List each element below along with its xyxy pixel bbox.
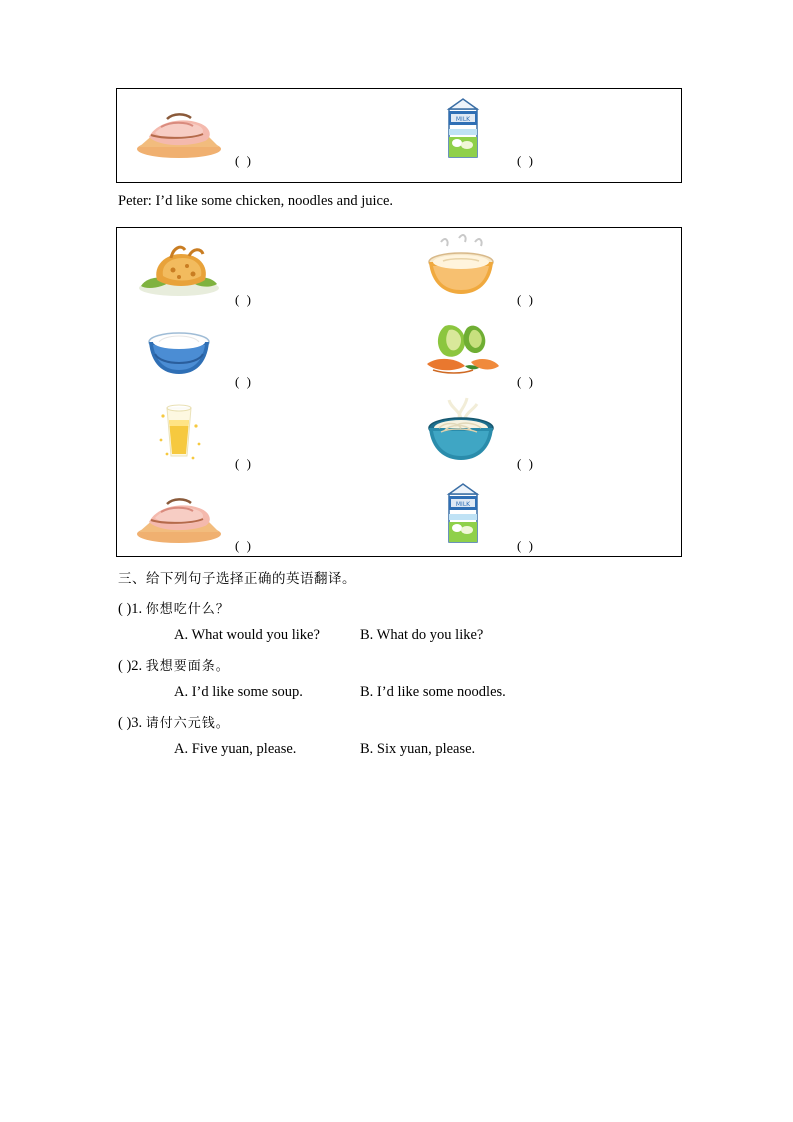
noodles-bowl-icon: [415, 396, 511, 468]
picture-cell: [399, 392, 681, 474]
milk-carton-icon: [415, 478, 511, 550]
answer-bracket[interactable]: ( ): [235, 537, 253, 553]
answer-bracket[interactable]: ( ): [235, 153, 253, 168]
meat-steak-icon: [133, 93, 229, 165]
picture-cell: [117, 89, 399, 171]
svg-text:MILK: MILK: [455, 116, 471, 123]
picture-cell: [117, 392, 399, 474]
question-3-options: [174, 741, 682, 758]
answer-bracket[interactable]: ( ): [118, 600, 132, 617]
picture-cell: [117, 310, 399, 392]
answer-bracket[interactable]: ( ): [235, 373, 253, 389]
picture-cell: [399, 228, 681, 310]
picture-box-2: [116, 227, 682, 557]
picture-cell: [117, 228, 399, 310]
dialogue-sentence: Peter: I’d like some chicken, noodles and juice.: [118, 193, 394, 209]
picture-cell: [399, 310, 681, 392]
answer-bracket[interactable]: ( ): [118, 714, 132, 731]
milk-carton-icon: [415, 93, 511, 165]
picture-row: [117, 228, 681, 310]
meat-steak-icon: [133, 478, 229, 550]
fried-chicken-icon: [133, 232, 229, 304]
question-number: 3.: [131, 714, 143, 731]
picture-row: [117, 474, 681, 556]
picture-cell: [399, 474, 681, 556]
worksheet-content: [116, 88, 682, 758]
option-a[interactable]: A. I’d like some soup.: [174, 683, 303, 700]
section-three-title: 三、给下列句子选择正确的英语翻译。: [118, 570, 356, 587]
picture-row: [117, 392, 681, 474]
option-b[interactable]: B. What do you like?: [360, 626, 484, 643]
answer-bracket[interactable]: ( ): [235, 291, 253, 307]
question-prompt: 我想要面条。: [145, 658, 230, 674]
vegetables-icon: [415, 314, 511, 386]
question-number: 1.: [131, 600, 143, 617]
question-1-options: [174, 627, 682, 644]
question-1-line: [118, 598, 682, 618]
answer-bracket[interactable]: ( ): [517, 153, 535, 168]
question-prompt: 请付六元钱。: [145, 715, 230, 731]
picture-cell: [399, 89, 681, 171]
option-a[interactable]: A. Five yuan, please.: [174, 740, 297, 757]
question-prompt: 你想吃什么？: [145, 601, 230, 617]
answer-bracket[interactable]: ( ): [235, 455, 253, 471]
picture-row: [117, 89, 681, 171]
answer-bracket[interactable]: ( ): [517, 291, 535, 307]
rice-bowl-icon: [133, 314, 229, 386]
answer-bracket[interactable]: ( ): [517, 537, 535, 553]
question-2-options: [174, 684, 682, 701]
question-3-line: [118, 712, 682, 732]
question-number: 2.: [131, 657, 143, 674]
juice-glass-icon: [133, 396, 229, 468]
picture-cell: [117, 474, 399, 556]
picture-row: [117, 310, 681, 392]
answer-bracket[interactable]: ( ): [517, 373, 535, 389]
option-a[interactable]: A. What would you like?: [174, 626, 320, 643]
option-b[interactable]: B. Six yuan, please.: [360, 740, 476, 757]
svg-text:MILK: MILK: [455, 500, 471, 508]
question-2-line: [118, 655, 682, 675]
option-b[interactable]: B. I’d like some noodles.: [360, 683, 506, 700]
picture-box-1: [116, 88, 682, 183]
answer-bracket[interactable]: ( ): [118, 657, 132, 674]
answer-bracket[interactable]: ( ): [517, 455, 535, 471]
soup-bowl-icon: [415, 232, 511, 304]
